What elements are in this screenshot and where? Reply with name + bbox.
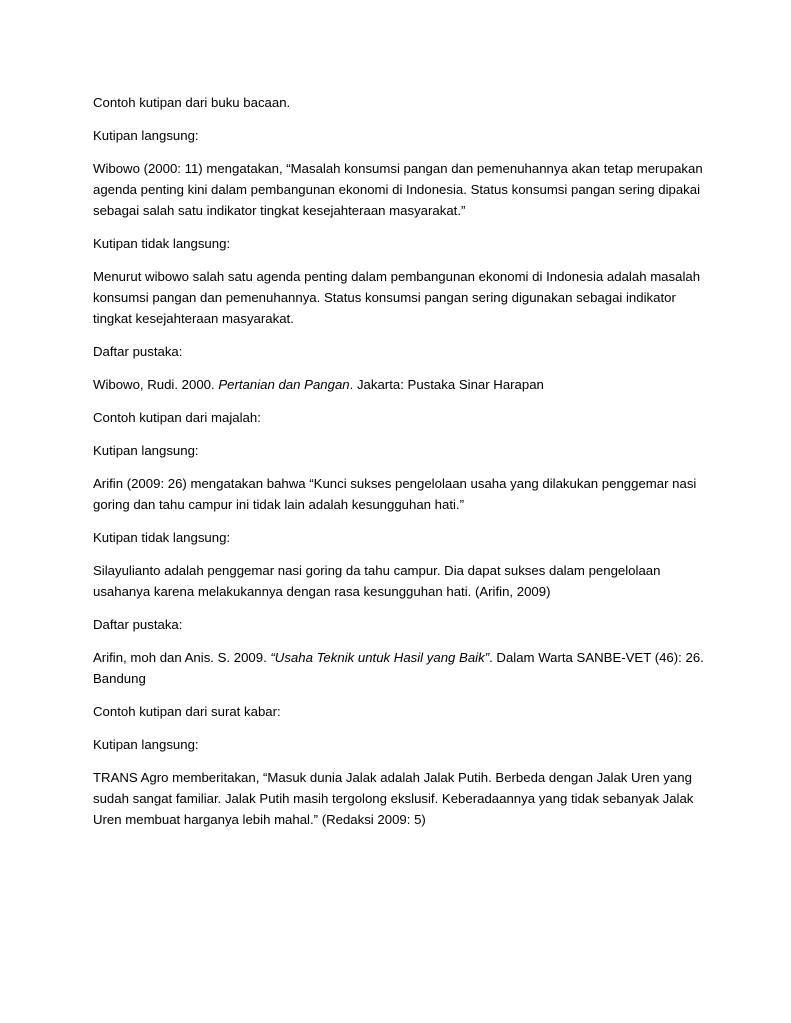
book-direct-quote: Wibowo (2000: 11) mengatakan, “Masalah konsumsi pangan dan pemenuhannya akan tetap merupakan agenda penting kini dalam pembangunan ekonomi di Indonesia. Status konsumsi pangan sering dipakai sebagai salah satu indikator tingkat kesejahteraan masyarakat.” <box>93 161 703 218</box>
book-indirect-heading: Kutipan tidak langsung: <box>93 236 231 251</box>
newspaper-direct-quote: TRANS Agro memberitakan, “Masuk dunia Jalak adalah Jalak Putih. Berbeda dengan Jalak Uren yang sudah sangat familiar. Jalak Putih masih tergolong ekslusif. Keberadaannya yang tidak sebanyak Jalak Uren membuat harganya lebih mahal.” (Redaksi 2009: 5) <box>93 770 694 827</box>
book-bibliography-publisher: . Jakarta: Pustaka Sinar Harapan <box>349 377 544 392</box>
magazine-intro: Contoh kutipan dari majalah: <box>93 410 261 425</box>
book-intro: Contoh kutipan dari buku bacaan. <box>93 95 291 110</box>
magazine-indirect-heading: Kutipan tidak langsung: <box>93 530 231 545</box>
book-bibliography-entry <box>93 374 713 395</box>
magazine-direct-quote: Arifin (2009: 26) mengatakan bahwa “Kunci sukses pengelolaan usaha yang dilakukan penggemar nasi goring dan tahu campur ini tidak lain adalah kesungguhan hati.” <box>93 476 697 512</box>
document-page <box>93 92 713 842</box>
book-bibliography-author: Wibowo, Rudi. 2000. <box>93 377 219 392</box>
magazine-bibliography-source: . Dalam Warta SANBE-VET (46): 26. Bandung <box>93 650 704 686</box>
book-bibliography-heading: Daftar pustaka: <box>93 344 183 359</box>
magazine-direct-heading: Kutipan langsung: <box>93 443 199 458</box>
book-indirect-quote: Menurut wibowo salah satu agenda penting dalam pembangunan ekonomi di Indonesia adalah masalah konsumsi pangan dan pemenuhannya. Status konsumsi pangan sering digunakan sebagai indikator tingkat kesejahteraan masyarakat. <box>93 269 701 326</box>
newspaper-direct-heading: Kutipan langsung: <box>93 737 199 752</box>
magazine-bibliography-entry <box>93 647 713 689</box>
book-bibliography-title: Pertanian dan Pangan <box>218 377 350 392</box>
book-direct-heading: Kutipan langsung: <box>93 128 199 143</box>
magazine-bibliography-author: Arifin, moh dan Anis. S. 2009. <box>93 650 271 665</box>
magazine-indirect-quote: Silayulianto adalah penggemar nasi goring da tahu campur. Dia dapat sukses dalam pengelolaan usahanya karena melakukannya dengan rasa kesungguhan hati. (Arifin, 2009) <box>93 563 661 599</box>
magazine-bibliography-title: “Usaha Teknik untuk Hasil yang Baik” <box>270 650 490 665</box>
magazine-bibliography-heading: Daftar pustaka: <box>93 617 183 632</box>
newspaper-intro: Contoh kutipan dari surat kabar: <box>93 704 281 719</box>
